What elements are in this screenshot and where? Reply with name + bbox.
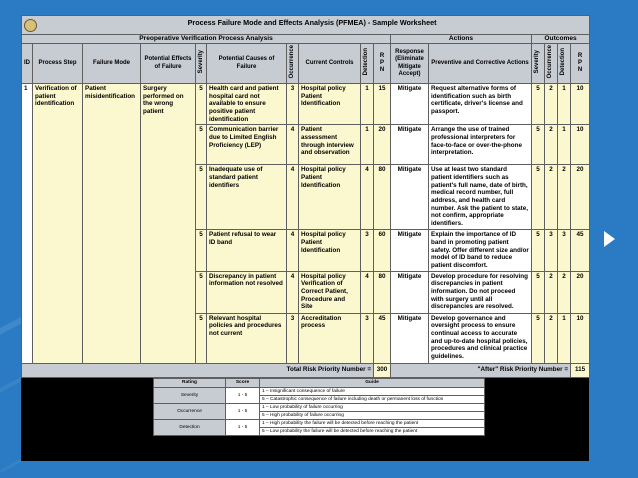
guide-row bbox=[154, 388, 485, 396]
guide-text-cell: 1 – Low probability of failure occurring bbox=[260, 404, 485, 412]
col-rpn: R P N bbox=[374, 44, 391, 84]
outcome-detection-cell: 1 bbox=[558, 313, 571, 363]
outcome-rpn-cell: 20 bbox=[571, 165, 590, 230]
col-controls: Current Controls bbox=[299, 44, 361, 84]
action-cell: Develop procedure for resolving discrepancies in patient information. Do not proceed with surgery until all discrepancies are resolved. bbox=[429, 271, 532, 313]
action-cell: Use at least two standard patient identifiers such as patient's full name, date of birth, medical record number, full address, and health card number. Ask the patient to state, not confirm, appropriate identifiers. bbox=[429, 165, 532, 230]
guide-text-cell: 5 – Low probability the failure will be detected before reaching the patient bbox=[260, 428, 485, 436]
outcome-rpn-cell: 45 bbox=[571, 230, 590, 271]
col-causes: Potential Causes of Failure bbox=[207, 44, 287, 84]
controls-cell: Accreditation process bbox=[299, 313, 361, 363]
failure-mode-cell: Patient misidentification bbox=[83, 84, 141, 364]
outcome-rpn-cell: 10 bbox=[571, 84, 590, 125]
detection-cell: 3 bbox=[361, 313, 374, 363]
occurrence-cell: 4 bbox=[287, 165, 299, 230]
outcome-severity-cell: 5 bbox=[532, 271, 545, 313]
process-id-cell: 1 bbox=[22, 84, 33, 364]
cause-cell: Patient refusal to wear ID band bbox=[207, 230, 287, 271]
section-analysis: Preoperative Verification Process Analysis bbox=[22, 35, 391, 44]
outcome-severity-cell: 5 bbox=[532, 125, 545, 165]
action-cell: Arrange the use of trained professional interpreters for face-to-face or over-the-phone interpretation. bbox=[429, 125, 532, 165]
rating-guide-table bbox=[153, 378, 485, 436]
guide-text-cell: 1 – High probability the failure will be detected before reaching the patient bbox=[260, 420, 485, 428]
pfmea-table bbox=[21, 15, 590, 378]
action-cell: Request alternative forms of identification such as birth certificate, driver's license and passport. bbox=[429, 84, 532, 125]
process-step-cell: Verification of patient identification bbox=[33, 84, 83, 364]
response-cell: Mitigate bbox=[391, 271, 429, 313]
outcome-occurrence-cell: 2 bbox=[545, 165, 558, 230]
col-severity: Severity bbox=[196, 44, 207, 84]
guide-col-rating: Rating bbox=[154, 379, 226, 388]
outcome-occurrence-cell: 2 bbox=[545, 84, 558, 125]
outcome-detection-cell: 2 bbox=[558, 271, 571, 313]
cause-cell: Communication barrier due to Limited English Proficiency (LEP) bbox=[207, 125, 287, 165]
response-cell: Mitigate bbox=[391, 165, 429, 230]
outcome-detection-cell: 1 bbox=[558, 125, 571, 165]
severity-cell: 5 bbox=[196, 125, 207, 165]
detection-cell: 1 bbox=[361, 84, 374, 125]
outcome-occurrence-cell: 2 bbox=[545, 313, 558, 363]
total-rpn-label: Total Risk Priority Number = bbox=[22, 363, 374, 377]
detection-cell: 4 bbox=[361, 271, 374, 313]
outcome-severity-cell: 5 bbox=[532, 313, 545, 363]
rpn-cell: 60 bbox=[374, 230, 391, 271]
controls-cell: Hospital policy Patient Identification bbox=[299, 84, 361, 125]
severity-cell: 5 bbox=[196, 313, 207, 363]
occurrence-cell: 4 bbox=[287, 271, 299, 313]
guide-rating-cell: Severity bbox=[154, 388, 226, 404]
occurrence-cell: 4 bbox=[287, 230, 299, 271]
after-rpn-label: "After" Risk Priority Number = bbox=[391, 363, 571, 377]
controls-cell: Hospital policy Patient Identification bbox=[299, 230, 361, 271]
cause-cell: Health card and patient hospital card not available to ensure positive patient identification bbox=[207, 84, 287, 125]
guide-text-cell: 5 – High probability of failure occurring bbox=[260, 412, 485, 420]
controls-cell: Patient assessment through interview and observation bbox=[299, 125, 361, 165]
severity-cell: 5 bbox=[196, 84, 207, 125]
outcome-rpn-cell: 20 bbox=[571, 271, 590, 313]
response-cell: Mitigate bbox=[391, 313, 429, 363]
cause-cell: Discrepancy in patient information not resolved bbox=[207, 271, 287, 313]
detection-cell: 3 bbox=[361, 230, 374, 271]
table-row bbox=[22, 84, 590, 125]
guide-col-guide: Guide bbox=[260, 379, 485, 388]
col-outcome-severity: Severity bbox=[532, 44, 545, 84]
col-response: Response (Eliminate Mitigate Accept) bbox=[391, 44, 429, 84]
title-text: Process Failure Mode and Effects Analysis (PFMEA) - Sample Worksheet bbox=[187, 17, 437, 27]
col-occurrence: Occurrence bbox=[287, 44, 299, 84]
next-slide-arrow-icon[interactable] bbox=[604, 231, 615, 247]
outcome-detection-cell: 3 bbox=[558, 230, 571, 271]
cause-cell: Inadequate use of standard patient identifiers bbox=[207, 165, 287, 230]
controls-cell: Hospital policy Patient Identification bbox=[299, 165, 361, 230]
severity-cell: 5 bbox=[196, 230, 207, 271]
severity-cell: 5 bbox=[196, 271, 207, 313]
col-failure-mode: Failure Mode bbox=[83, 44, 141, 84]
effects-cell: Surgery performed on the wrong patient bbox=[141, 84, 196, 364]
rpn-cell: 80 bbox=[374, 271, 391, 313]
guide-rating-cell: Occurrence bbox=[154, 404, 226, 420]
col-detection: Detection bbox=[361, 44, 374, 84]
response-cell: Mitigate bbox=[391, 230, 429, 271]
section-actions: Actions bbox=[391, 35, 532, 44]
guide-rating-cell: Detection bbox=[154, 420, 226, 436]
guide-score-cell: 1 - 5 bbox=[226, 420, 260, 436]
col-effects: Potential Effects of Failure bbox=[141, 44, 196, 84]
col-id: ID bbox=[22, 44, 33, 84]
outcome-rpn-cell: 10 bbox=[571, 313, 590, 363]
totals-row bbox=[22, 363, 590, 377]
response-cell: Mitigate bbox=[391, 84, 429, 125]
controls-cell: Hospital policy Verification of Correct Patient, Procedure and Site bbox=[299, 271, 361, 313]
guide-score-cell: 1 - 5 bbox=[226, 388, 260, 404]
severity-cell: 5 bbox=[196, 165, 207, 230]
guide-text-cell: 5 – Catastrophic consequence of failure including death or permanent loss of function bbox=[260, 396, 485, 404]
organization-logo-icon bbox=[24, 19, 37, 32]
guide-row bbox=[154, 404, 485, 412]
rpn-cell: 20 bbox=[374, 125, 391, 165]
rpn-cell: 45 bbox=[374, 313, 391, 363]
outcome-detection-cell: 1 bbox=[558, 84, 571, 125]
occurrence-cell: 4 bbox=[287, 125, 299, 165]
occurrence-cell: 3 bbox=[287, 313, 299, 363]
rpn-cell: 15 bbox=[374, 84, 391, 125]
col-preventive: Preventive and Corrective Actions bbox=[429, 44, 532, 84]
guide-text-cell: 1 – Insignificant consequence of failure bbox=[260, 388, 485, 396]
outcome-detection-cell: 2 bbox=[558, 165, 571, 230]
action-cell: Explain the importance of ID band in promoting patient safety. Offer different size and/or model of ID band to reduce patient discomfort. bbox=[429, 230, 532, 271]
col-outcome-rpn: R P N bbox=[571, 44, 590, 84]
outcome-severity-cell: 5 bbox=[532, 165, 545, 230]
detection-cell: 4 bbox=[361, 165, 374, 230]
outcome-occurrence-cell: 2 bbox=[545, 271, 558, 313]
section-outcomes: Outcomes bbox=[532, 35, 590, 44]
pfmea-worksheet bbox=[21, 15, 589, 461]
detection-cell: 1 bbox=[361, 125, 374, 165]
col-process-step: Process Step bbox=[33, 44, 83, 84]
rpn-cell: 80 bbox=[374, 165, 391, 230]
guide-col-score: Score bbox=[226, 379, 260, 388]
outcome-occurrence-cell: 2 bbox=[545, 125, 558, 165]
total-rpn-value: 300 bbox=[374, 363, 391, 377]
outcome-severity-cell: 5 bbox=[532, 84, 545, 125]
guide-row bbox=[154, 420, 485, 428]
outcome-occurrence-cell: 3 bbox=[545, 230, 558, 271]
col-outcome-detection: Detection bbox=[558, 44, 571, 84]
guide-score-cell: 1 - 5 bbox=[226, 404, 260, 420]
outcome-severity-cell: 5 bbox=[532, 230, 545, 271]
cause-cell: Relevant hospital policies and procedures not current bbox=[207, 313, 287, 363]
occurrence-cell: 3 bbox=[287, 84, 299, 125]
response-cell: Mitigate bbox=[391, 125, 429, 165]
col-outcome-occurrence: Occurrence bbox=[545, 44, 558, 84]
outcome-rpn-cell: 10 bbox=[571, 125, 590, 165]
after-rpn-value: 115 bbox=[571, 363, 590, 377]
worksheet-title bbox=[22, 16, 590, 35]
action-cell: Develop governance and oversight process to ensure continual access to accurate and up-to-date hospital policies, procedures and clinical practice guidelines. bbox=[429, 313, 532, 363]
